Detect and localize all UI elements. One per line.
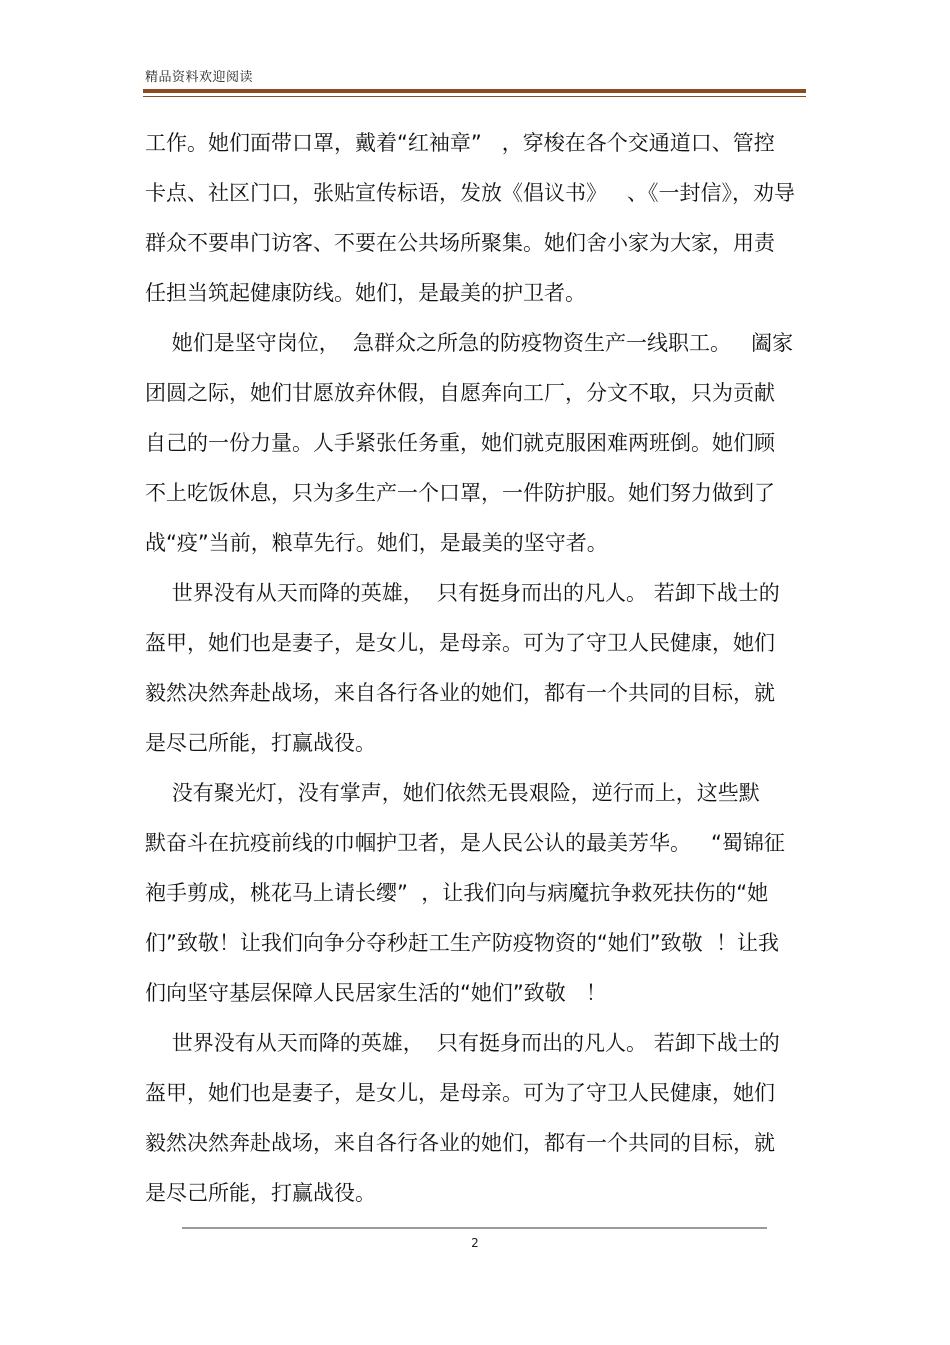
text-line: 工作。她们面带口罩，戴着“红袖章” ，穿梭在各个交通道口、管控	[145, 131, 775, 155]
text-line: 卡点、社区门口，张贴宣传标语，发放《倡议书》 、《一封信》，劝导	[145, 181, 796, 205]
text-line: 世界没有从天而降的英雄， 只有挺身而出的凡人。 若卸下战士的	[145, 1031, 780, 1055]
text-line: 任担当筑起健康防线。她们，是最美的护卫者。	[145, 281, 586, 305]
text-line: 盔甲，她们也是妻子，是女儿，是母亲。可为了守卫人民健康，她们	[145, 631, 775, 655]
header-divider-thin	[143, 96, 806, 97]
header-title: 精品资料欢迎阅读	[145, 70, 254, 85]
text-line: 们向坚守基层保障人民居家生活的“她们”致敬 ！	[145, 981, 607, 1005]
text-line: 不上吃饭休息，只为多生产一个口罩，一件防护服。她们努力做到了	[145, 481, 775, 505]
text-line: 是尽己所能，打赢战役。	[145, 731, 376, 755]
text-line: 们”致敬！让我们向争分夺秒赶工生产防疫物资的“她们”致敬 ！让我	[145, 931, 779, 955]
text-line: 是尽己所能，打赢战役。	[145, 1181, 376, 1205]
text-line: 没有聚光灯，没有掌声，她们依然无畏艰险，逆行而上，这些默	[145, 781, 760, 805]
text-line: 毅然决然奔赴战场，来自各行各业的她们，都有一个共同的目标，就	[145, 681, 775, 705]
text-line: 默奋斗在抗疫前线的巾帼护卫者，是人民公认的最美芳华。 “蜀锦征	[145, 831, 785, 855]
text-line: 自己的一份力量。人手紧张任务重，她们就克服困难两班倒。她们顾	[145, 431, 775, 455]
text-line: 袍手剪成，桃花马上请长缨” ，让我们向与病魔抗争救死扶伤的“她	[145, 881, 769, 905]
text-line: 战“疫”当前，粮草先行。她们，是最美的坚守者。	[145, 531, 608, 555]
text-line: 群众不要串门访客、不要在公共场所聚集。她们舍小家为大家，用责	[145, 231, 775, 255]
text-line: 盔甲，她们也是妻子，是女儿，是母亲。可为了守卫人民健康，她们	[145, 1081, 775, 1105]
page-number: 2	[471, 1236, 479, 1250]
footer-divider	[182, 1227, 767, 1229]
text-line: 世界没有从天而降的英雄， 只有挺身而出的凡人。 若卸下战士的	[145, 581, 780, 605]
document-body	[145, 118, 815, 1218]
text-line: 团圆之际，她们甘愿放弃休假，自愿奔向工厂，分文不取，只为贡献	[145, 381, 775, 405]
text-line: 她们是坚守岗位， 急群众之所急的防疫物资生产一线职工。 阖家	[145, 331, 794, 355]
header-divider-thick	[143, 89, 806, 93]
text-line: 毅然决然奔赴战场，来自各行各业的她们，都有一个共同的目标，就	[145, 1131, 775, 1155]
